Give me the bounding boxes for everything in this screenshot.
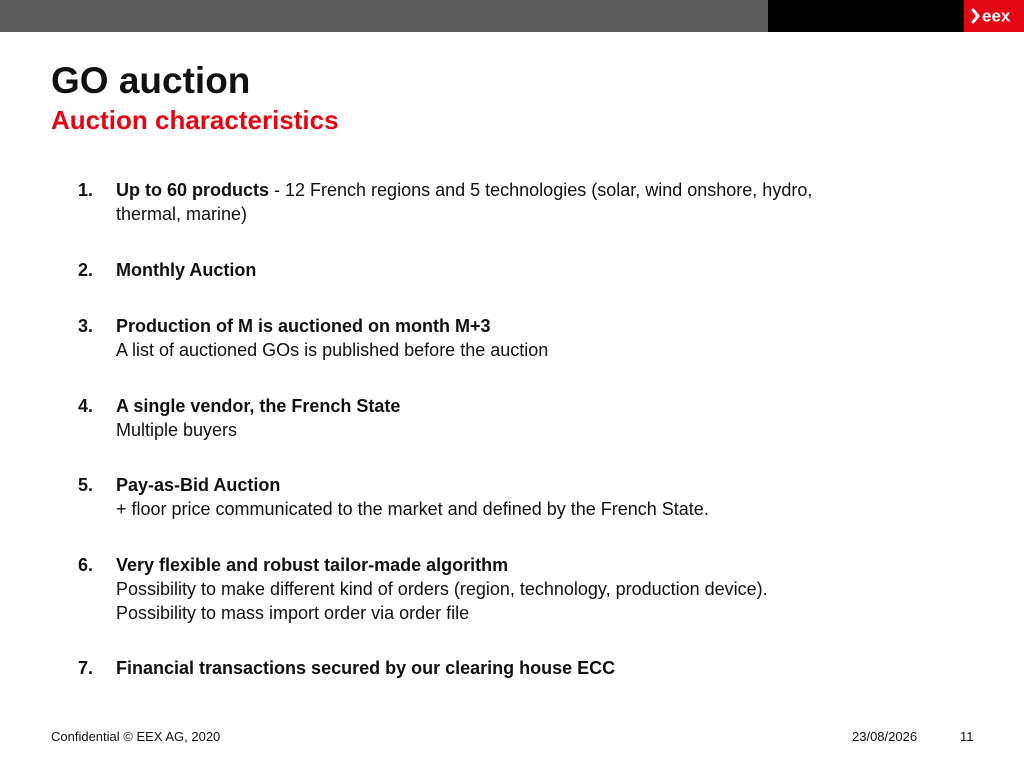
header-black-band [768, 0, 964, 32]
list-item-heading: Up to 60 products [116, 180, 270, 200]
list-item-number: 5. [78, 475, 94, 495]
list-item-detail: + floor price communicated to the market and defined by the French State. [116, 499, 709, 519]
list-item-detail: Possibility to make different kind of orders (region, technology, production device). [116, 579, 768, 599]
list-item-number: 1. [78, 180, 94, 200]
footer-page-number: 11 [960, 729, 974, 744]
list-item-number: 3. [78, 316, 94, 336]
list-item-heading: Very flexible and robust tailor-made algorithm [116, 555, 509, 575]
list-item-heading: Production of M is auctioned on month M+3 [116, 316, 491, 336]
eex-logo [964, 0, 1024, 32]
eex-logo-icon [970, 6, 1018, 26]
list-item-detail: Multiple buyers [116, 420, 238, 440]
footer-copyright: Confidential © EEX AG, 2020 [51, 729, 221, 744]
list-item-heading: Financial transactions secured by our clearing house ECC [116, 658, 616, 678]
list-item-detail: A list of auctioned GOs is published before the auction [116, 340, 549, 360]
list-item-detail: Possibility to mass import order via order file [116, 603, 470, 623]
list-item-number: 4. [78, 396, 94, 416]
list-item-number: 6. [78, 555, 94, 575]
page-title: GO auction [51, 60, 251, 101]
top-header-bar [0, 0, 1024, 32]
footer-date: 23/08/2026 [852, 729, 918, 744]
list-item-text: - 12 French regions and 5 technologies (solar, wind onshore, hydro, [269, 180, 813, 200]
list-item-heading: Monthly Auction [116, 260, 257, 280]
list-item-number: 2. [78, 260, 94, 280]
svg-text:eex: eex [982, 6, 1011, 26]
list-item-number: 7. [78, 658, 94, 678]
page-subtitle: Auction characteristics [51, 105, 339, 135]
list-item-heading: A single vendor, the French State [116, 396, 401, 416]
header-grey-band [0, 0, 768, 32]
list-item-heading: Pay-as-Bid Auction [116, 475, 281, 495]
list-item-continuation: thermal, marine) [116, 204, 248, 224]
